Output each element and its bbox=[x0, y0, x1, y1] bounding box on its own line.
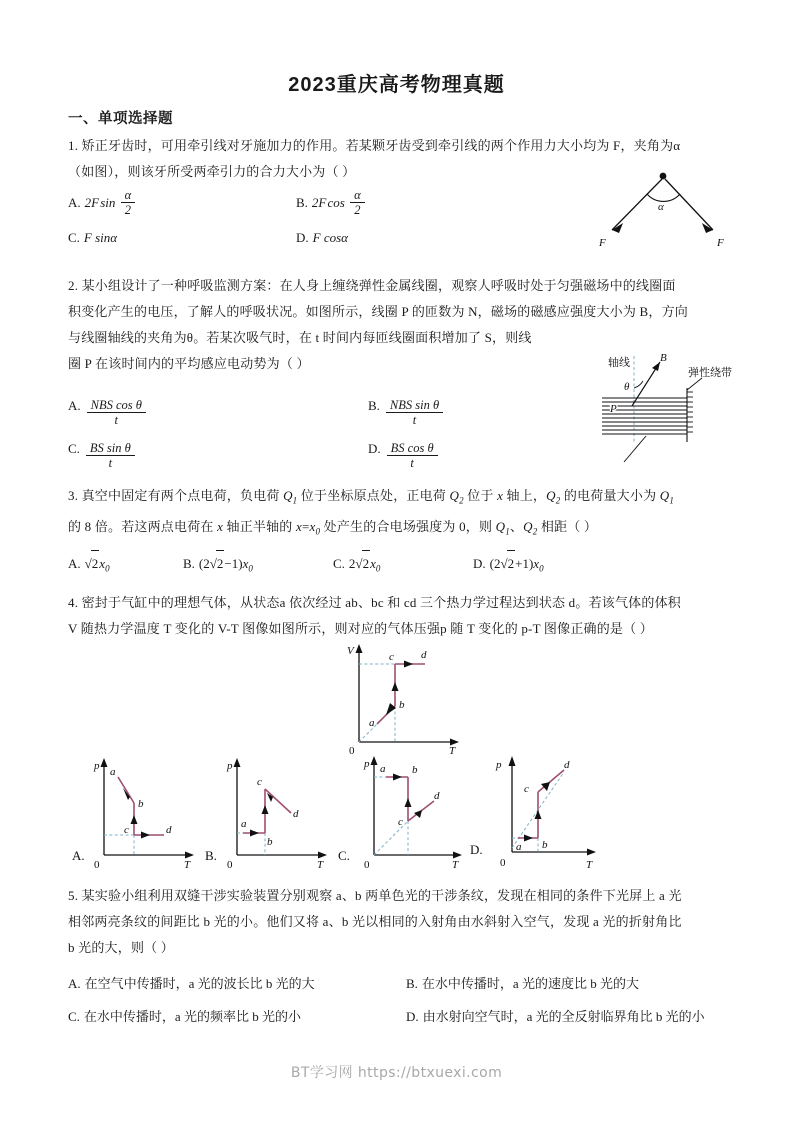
option-label-c: C. bbox=[68, 440, 80, 456]
question-3 bbox=[68, 483, 728, 582]
option-label-d: D. bbox=[368, 440, 381, 456]
option-b-label: B. bbox=[205, 848, 217, 863]
pt-a-point-b: b bbox=[138, 798, 144, 810]
option-a-label: A. bbox=[72, 848, 85, 863]
pt-c-segment-bc bbox=[405, 777, 412, 821]
option-d-fraction: $\frac{\text{BS cos θ}}{t}$ bbox=[387, 441, 438, 471]
pt-a-axis-label-p: p bbox=[94, 760, 100, 772]
pt-c-point-c: c bbox=[398, 816, 403, 828]
option-label-c: C. bbox=[68, 1009, 80, 1024]
pt-c-point-a: a bbox=[380, 763, 386, 775]
vt-axis-label-v: V bbox=[347, 645, 354, 657]
tooth-point bbox=[660, 173, 667, 180]
option-a-text: 在空气中传播时，a 光的波长比 b 光的大 bbox=[84, 976, 315, 991]
question-4-line-1: 4. 密封于气缸中的理想气体，从状态a 依次经过 ab、bc 和 cd 三个热力学过程达到状态 d。若该气体的体积 bbox=[68, 595, 681, 610]
coil-leader-line bbox=[624, 436, 646, 462]
vt-segment-bc bbox=[392, 664, 399, 706]
option-d-label: D. bbox=[470, 842, 483, 857]
pt-d-origin-label: 0 bbox=[500, 857, 506, 869]
pt-c-point-b: b bbox=[412, 764, 418, 776]
angle-theta-label: θ bbox=[624, 381, 630, 393]
option-d-formula: F cosα bbox=[312, 229, 348, 245]
option-label-a: A. bbox=[68, 556, 81, 572]
pt-a-segment-ab bbox=[118, 777, 134, 803]
question-3-line-2: 的 8 倍。若这两点电荷在 x 轴正半轴的 $x=x_0$ 处产生的合电场强度为 0，则 $Q_1$、$Q_2$ 相距（ ） bbox=[68, 518, 598, 537]
pt-d-point-b: b bbox=[542, 839, 548, 851]
question-3-option-a[interactable] bbox=[68, 550, 183, 582]
option-label-a: A. bbox=[68, 976, 81, 991]
option-a-formula: 2F sin $\frac{\alpha}{2}$ bbox=[85, 189, 138, 219]
vt-segment-cd bbox=[395, 661, 425, 668]
pt-d-segment-bc bbox=[535, 792, 542, 838]
question-5-options-row-1 bbox=[68, 971, 728, 997]
option-c-text: 在水中传播时，a 光的频率比 b 光的小 bbox=[83, 1009, 301, 1024]
pt-a-segment-cd bbox=[134, 832, 164, 839]
pt-b-axis-label-p: p bbox=[227, 760, 233, 772]
option-c-fraction: $\frac{\text{BS sin θ}}{t}$ bbox=[86, 441, 135, 471]
question-2-option-a[interactable] bbox=[68, 393, 368, 429]
option-label-b: B. bbox=[296, 194, 308, 210]
pt-b-origin-label: 0 bbox=[227, 859, 233, 871]
option-c-label: C. bbox=[338, 848, 350, 863]
page-title: 2023重庆高考物理真题 bbox=[288, 74, 505, 96]
question-3-options-row bbox=[68, 550, 728, 582]
pt-c-axis-label-t: T bbox=[452, 859, 459, 871]
theta-arc bbox=[634, 381, 643, 388]
pt-b-axis-label-t: T bbox=[317, 859, 324, 871]
question-2-option-d[interactable] bbox=[368, 436, 440, 472]
question-5-line-3: b 光的大，则（ ） bbox=[68, 940, 175, 955]
question-5 bbox=[68, 883, 728, 1030]
pt-a-point-d: d bbox=[166, 824, 172, 836]
pt-b-point-d: d bbox=[293, 808, 299, 820]
tooth-traction-force-diagram bbox=[585, 168, 745, 256]
coil-label-p: P bbox=[610, 403, 617, 415]
vt-origin-label: 0 bbox=[349, 745, 355, 757]
option-label-b: B. bbox=[406, 976, 418, 991]
vt-axis-label-t: T bbox=[449, 745, 456, 757]
angle-alpha-label: α bbox=[658, 201, 664, 213]
pt-a-point-c: c bbox=[124, 824, 129, 836]
option-label-b: B. bbox=[183, 556, 195, 572]
pt-c-segment-cd bbox=[408, 801, 434, 821]
breathing-coil-diagram bbox=[602, 352, 762, 472]
band-label: 弹性绕带 bbox=[688, 367, 732, 379]
force-label-left: F bbox=[599, 237, 606, 249]
pt-b-point-b: b bbox=[267, 836, 273, 848]
option-a-pt-graph[interactable] bbox=[70, 755, 205, 870]
option-c-formula: $2√2x_0$ bbox=[349, 550, 380, 582]
pt-a-origin-label: 0 bbox=[94, 859, 100, 871]
force-arrow-left bbox=[612, 179, 662, 233]
question-3-option-d[interactable] bbox=[473, 550, 544, 582]
vt-point-a: a bbox=[369, 717, 375, 729]
pt-b-point-c: c bbox=[257, 776, 262, 788]
option-label-a: A. bbox=[68, 194, 81, 210]
option-label-c: C. bbox=[333, 556, 345, 572]
option-d-formula: $(2√2+1)x_0$ bbox=[490, 550, 544, 582]
question-5-line-1: 5. 某实验小组利用双缝干涉实验装置分别观察 a、b 两单色光的干涉条纹，发现在相同的条件下光屏上 a 光 bbox=[68, 888, 682, 903]
pt-c-axis-label-p: p bbox=[364, 758, 370, 770]
question-2-options bbox=[68, 393, 628, 472]
question-5-line-2: 相邻两亮条纹的间距比 b 光的小。他们又将 a、b 光以相同的入射角由水斜射入空气，发现 a 光的折射角比 bbox=[68, 914, 682, 929]
question-5-option-d[interactable] bbox=[406, 1004, 705, 1030]
question-2-options-row-1 bbox=[68, 393, 628, 429]
pt-d-axes bbox=[509, 756, 597, 856]
option-a-fraction: $\frac{\text{NBS cos θ}}{t}$ bbox=[87, 398, 146, 428]
pt-d-point-d: d bbox=[564, 759, 570, 771]
question-3-option-c[interactable] bbox=[333, 550, 473, 582]
question-5-options-row-2 bbox=[68, 1004, 728, 1030]
question-1-option-b[interactable] bbox=[296, 189, 367, 219]
question-3-option-b[interactable] bbox=[183, 550, 333, 582]
pt-b-segment-ab bbox=[243, 830, 265, 837]
pt-a-point-a: a bbox=[110, 766, 116, 778]
pt-d-point-a: a bbox=[516, 841, 522, 853]
pt-b-point-a: a bbox=[241, 818, 247, 830]
option-label-d: D. bbox=[473, 556, 486, 572]
option-b-formula: $(2√2-1)x_0$ bbox=[199, 550, 253, 582]
option-d-pt-graph[interactable] bbox=[468, 752, 613, 870]
band-ticks bbox=[687, 392, 693, 432]
pt-b-axes bbox=[234, 758, 328, 859]
question-2-line-4: 圈 P 在该时间内的平均感应电动势为（ ） bbox=[68, 356, 310, 371]
pt-c-segment-ab bbox=[386, 774, 408, 781]
question-2-option-b[interactable] bbox=[368, 393, 445, 429]
vt-point-d: d bbox=[421, 649, 427, 661]
question-3-line-1: 3. 真空中固定有两个点电荷，负电荷 $Q_1$ 位于坐标原点处，正电荷 $Q_2$ 位于 x 轴上，$Q_2$ 的电荷量大小为 $Q_1$ bbox=[68, 488, 675, 506]
question-5-option-a[interactable] bbox=[68, 971, 406, 997]
option-c-pt-graph[interactable] bbox=[336, 755, 476, 870]
question-1-option-c[interactable] bbox=[68, 225, 296, 251]
pt-a-axis-label-t: T bbox=[184, 859, 191, 871]
section-heading: 一、单项选择题 bbox=[68, 111, 173, 127]
vt-point-b: b bbox=[399, 699, 405, 711]
option-label-b: B. bbox=[368, 398, 380, 413]
question-4 bbox=[68, 590, 728, 642]
pt-c-origin-ray bbox=[374, 821, 408, 855]
question-2-line-2: 积变化产生的电压，了解人的呼吸状况。如图所示，线圈 P 的匝数为 N，磁场的磁感应强度大小为 B，方向 bbox=[68, 304, 689, 319]
option-c-formula: F sinα bbox=[83, 229, 118, 245]
option-d-text: 由水射向空气时，a 光的全反射临界角比 b 光的小 bbox=[422, 1009, 705, 1024]
force-label-right: F bbox=[717, 237, 724, 249]
vt-graph bbox=[345, 642, 475, 757]
question-1-option-a[interactable] bbox=[68, 189, 296, 219]
option-b-fraction: $\frac{\text{NBS sin θ}}{t}$ bbox=[386, 398, 443, 428]
site-watermark: BT学习网 https://btxuexi.com bbox=[290, 1065, 503, 1081]
vt-segment-ab bbox=[377, 703, 396, 724]
question-5-option-b[interactable] bbox=[406, 971, 639, 997]
vt-point-c: c bbox=[389, 651, 394, 663]
question-1-option-d[interactable] bbox=[296, 225, 348, 251]
pt-d-axis-label-t: T bbox=[586, 859, 593, 871]
option-a-formula: $√2x_0$ bbox=[85, 550, 110, 582]
option-b-text: 在水中传播时，a 光的速度比 b 光的大 bbox=[421, 976, 639, 991]
pt-d-point-c: c bbox=[524, 783, 529, 795]
option-b-pt-graph[interactable] bbox=[203, 755, 338, 870]
pt-d-axis-label-p: p bbox=[496, 759, 502, 771]
option-label-d: D. bbox=[406, 1009, 419, 1024]
option-label-a: A. bbox=[68, 398, 81, 413]
option-label-c: C. bbox=[68, 229, 80, 245]
question-2-line-3: 与线圈轴线的夹角为θ。若某次吸气时，在 t 时间内每匝线圈面积增加了 S，则线 bbox=[68, 330, 532, 345]
force-arrow-right bbox=[665, 179, 713, 233]
pt-b-segment-bc bbox=[262, 789, 269, 833]
question-5-option-c[interactable] bbox=[68, 1004, 406, 1030]
pt-d-segment-cd bbox=[538, 770, 564, 792]
question-1-line-2: （如图），则该牙所受两牵引力的合力大小为（ ） bbox=[68, 164, 356, 179]
axis-label: 轴线 bbox=[608, 357, 630, 369]
question-2-options-row-2 bbox=[68, 436, 628, 472]
pt-c-point-d: d bbox=[434, 790, 440, 802]
pt-a-segment-bc bbox=[131, 803, 138, 835]
question-1-line-1: 1. 矫正牙齿时，可用牵引线对牙施加力的作用。若某颗牙齿受到牵引线的两个作用力大小均为 F，夹角为α bbox=[68, 138, 681, 153]
pt-c-origin-label: 0 bbox=[364, 859, 370, 871]
question-2-option-c[interactable] bbox=[68, 436, 368, 472]
band-leader-line bbox=[687, 378, 702, 390]
option-label-d: D. bbox=[296, 229, 309, 245]
magnetic-field-arrow bbox=[632, 362, 660, 406]
option-b-formula: 2F cos $\frac{\alpha}{2}$ bbox=[312, 189, 367, 219]
field-label-b: B bbox=[660, 352, 667, 364]
question-2-line-1: 2. 某小组设计了一种呼吸监测方案：在人身上缠绕弹性金属线圈，观察人呼吸时处于匀强磁场中的线圈面 bbox=[68, 278, 676, 293]
pt-b-segment-cd bbox=[265, 789, 291, 813]
question-4-line-2: V 随热力学温度 T 变化的 V-T 图像如图所示，则对应的气体压强p 随 T 变化的 p-T 图像正确的是（ ） bbox=[68, 621, 653, 636]
